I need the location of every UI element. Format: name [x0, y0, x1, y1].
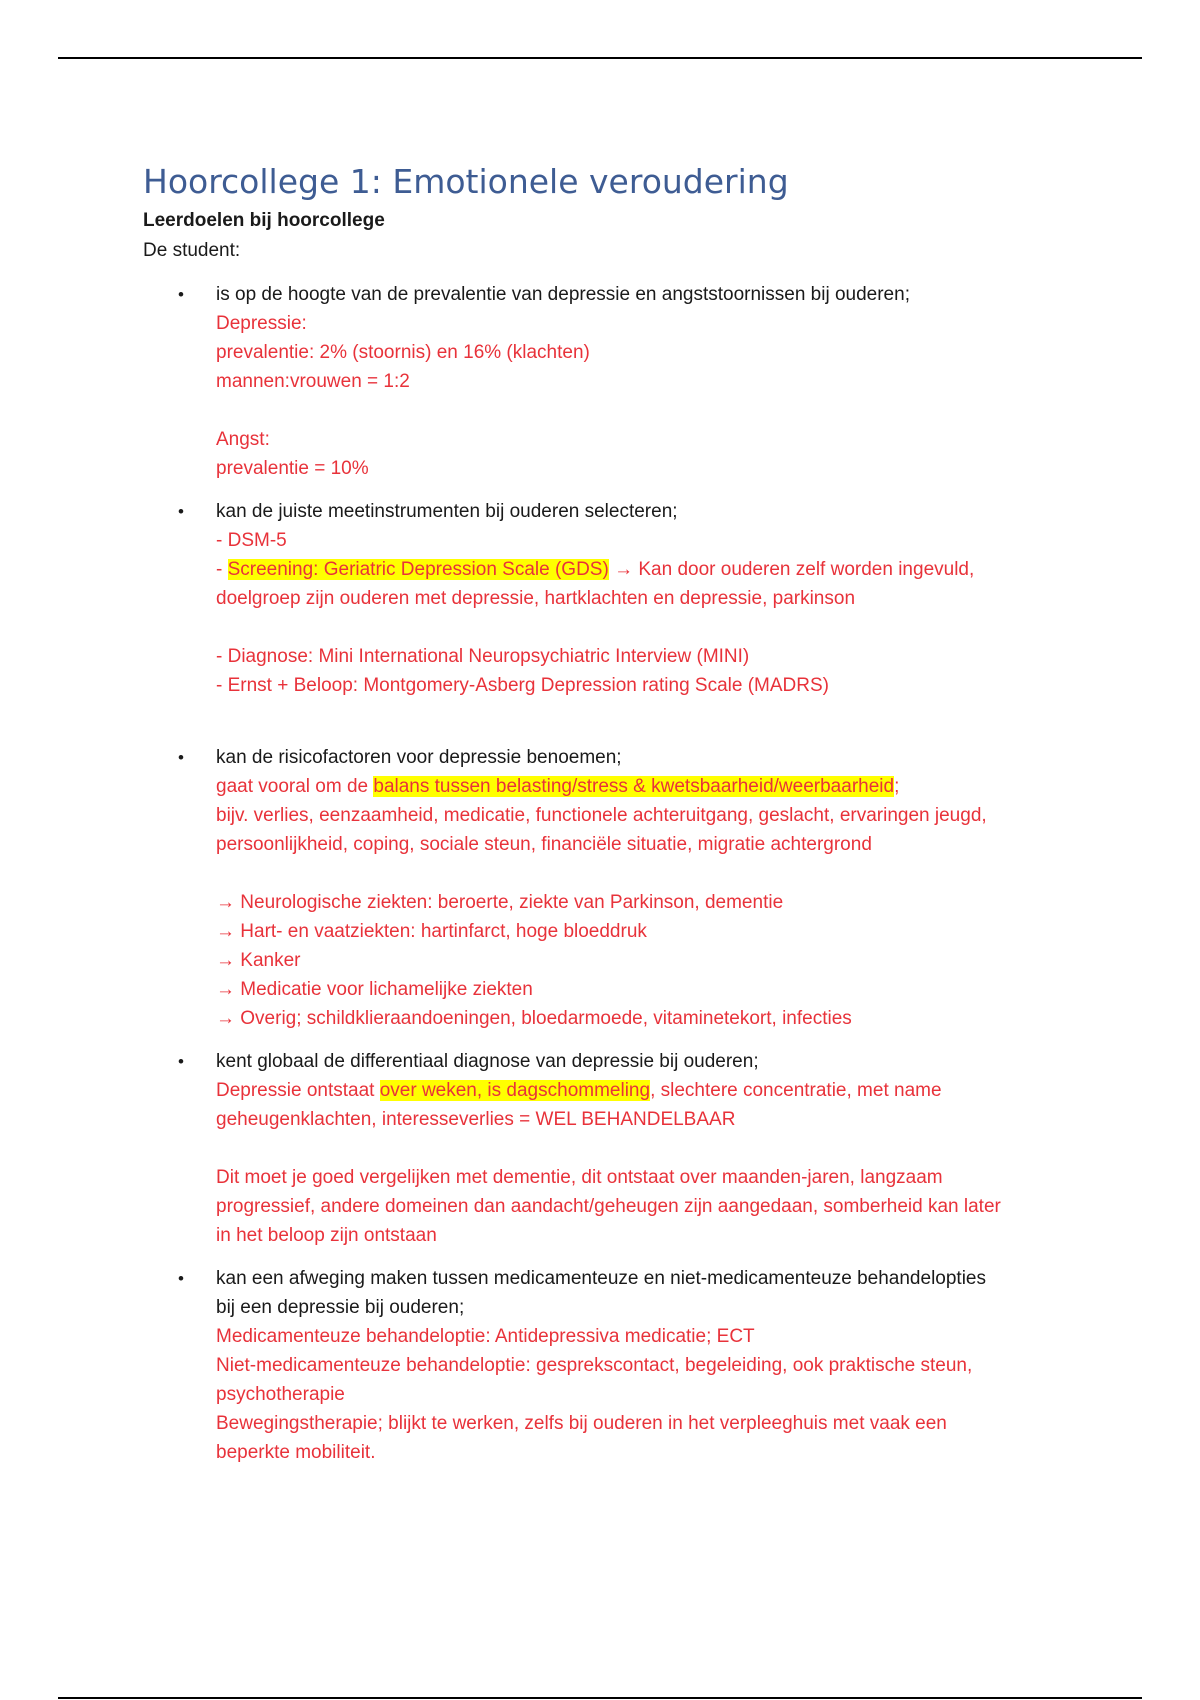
bullet-icon: • [178, 285, 184, 304]
note-line: bijv. verlies, eenzaamheid, medicatie, functionele achteruitgang, geslacht, ervaringen jeugd, [216, 805, 987, 826]
goal-text: kan de juiste meetinstrumenten bij ouderen selecteren; [216, 501, 678, 522]
list-item-riskfactors [143, 743, 1068, 1033]
note-line: - Diagnose: Mini International Neuropsychiatric Interview (MINI) [216, 646, 750, 667]
arrow-line: → Hart- en vaatziekten: hartinfarct, hoge bloeddruk [216, 921, 647, 942]
note-line: in het beloop zijn ontstaan [216, 1225, 437, 1246]
note-text: , slechtere concentratie, met name [650, 1080, 942, 1101]
highlighted-text: balans tussen belasting/stress & kwetsbaarheid/weerbaarheid [373, 776, 895, 797]
note-line: - DSM-5 [216, 530, 287, 551]
goal-text: kan een afweging maken tussen medicamenteuze en niet-medicamenteuze behandelopties [216, 1268, 986, 1289]
bullet-icon: • [178, 502, 184, 521]
highlighted-text: over weken, is dagschommeling [379, 1080, 651, 1101]
note-text: gaat vooral om de [216, 776, 374, 797]
arrow-line: → Kanker [216, 950, 301, 971]
note-line: prevalentie = 10% [216, 458, 369, 479]
note-line: - Ernst + Beloop: Montgomery-Asberg Depression rating Scale (MADRS) [216, 675, 829, 696]
note-text: Depressie ontstaat [216, 1080, 380, 1101]
arrow-line: → Medicatie voor lichamelijke ziekten [216, 979, 533, 1000]
intro-text: De student: [143, 240, 241, 261]
note-text: ; [894, 776, 900, 797]
note-line: beperkte mobiliteit. [216, 1442, 376, 1463]
note-line-balance [216, 772, 1068, 801]
subtitle: Leerdoelen bij hoorcollege [143, 210, 385, 231]
footer-rule [58, 1697, 1142, 1699]
goal-text: is op de hoogte van de prevalentie van depressie en angststoornissen bij ouderen; [216, 284, 910, 305]
list-item-treatment [143, 1264, 1068, 1467]
bullet-icon: • [178, 1269, 184, 1288]
bullet-icon: • [178, 748, 184, 767]
note-line: prevalentie: 2% (stoornis) en 16% (klachten) [216, 342, 590, 363]
note-line: doelgroep zijn ouderen met depressie, hartklachten en depressie, parkinson [216, 588, 856, 609]
note-line: geheugenklachten, interesseverlies = WEL BEHANDELBAAR [216, 1109, 736, 1130]
goal-text: kent globaal de differentiaal diagnose van depressie bij ouderen; [216, 1051, 759, 1072]
document-page [143, 158, 1068, 1467]
note-line: Niet-medicamenteuze behandeloptie: gesprekscontact, begeleiding, ook praktische steun, [216, 1355, 973, 1376]
bullet-icon: • [178, 1052, 184, 1071]
note-line: Bewegingstherapie; blijkt te werken, zelfs bij ouderen in het verpleeghuis met vaak een [216, 1413, 947, 1434]
arrow-line: → Overig; schildklieraandoeningen, bloedarmoede, vitaminetekort, infecties [216, 1008, 852, 1029]
note-line-screening [216, 555, 1068, 584]
list-item-differential [143, 1047, 1068, 1250]
note-line: Medicamenteuze behandeloptie: Antidepressiva medicatie; ECT [216, 1326, 755, 1347]
note-line: Angst: [216, 429, 270, 450]
note-line: Dit moet je goed vergelijken met dementie, dit ontstaat over maanden-jaren, langzaam [216, 1167, 943, 1188]
note-line: Depressie: [216, 313, 307, 334]
note-line: persoonlijkheid, coping, sociale steun, financiële situatie, migratie achtergrond [216, 834, 872, 855]
goal-text: bij een depressie bij ouderen; [216, 1297, 465, 1318]
note-line: psychotherapie [216, 1384, 345, 1405]
note-line: mannen:vrouwen = 1:2 [216, 371, 410, 392]
list-item-instruments [143, 497, 1068, 700]
goal-text: kan de risicofactoren voor depressie benoemen; [216, 747, 622, 768]
highlighted-text: Screening: Geriatric Depression Scale (GDS) [227, 559, 609, 580]
note-text: → Kan door ouderen zelf worden ingevuld, [608, 559, 975, 580]
note-prefix: - [216, 559, 228, 580]
note-line-onset [216, 1076, 1068, 1105]
note-line: progressief, andere domeinen dan aandacht/geheugen zijn aangedaan, somberheid kan later [216, 1196, 1001, 1217]
list-item-prevalence [143, 280, 1068, 483]
arrow-line: → Neurologische ziekten: beroerte, ziekte van Parkinson, dementie [216, 892, 784, 913]
page-title: Hoorcollege 1: Emotionele veroudering [143, 162, 789, 201]
header-rule [58, 57, 1142, 59]
